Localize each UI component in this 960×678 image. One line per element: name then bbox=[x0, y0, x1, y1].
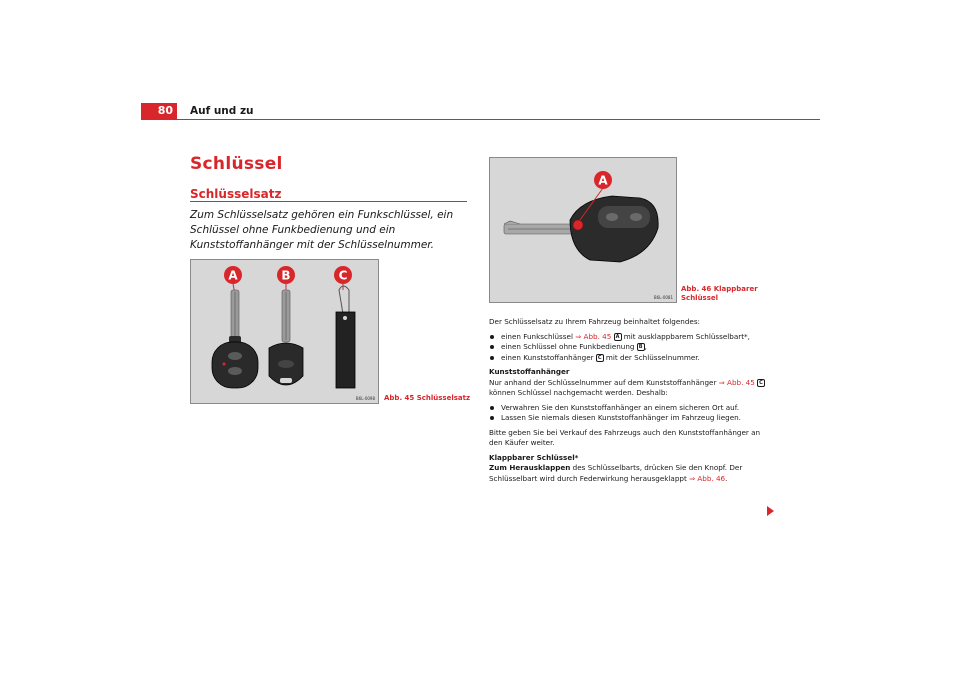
callout-a-label: A bbox=[228, 268, 238, 283]
figure-reference-link[interactable]: ⇒ Abb. 45 bbox=[575, 331, 612, 341]
tag-heading: Kunststoffanhänger bbox=[489, 367, 570, 376]
folding-key-heading: Klappbarer Schlüssel* bbox=[489, 452, 579, 462]
folding-key-paragraph: Zum Herausklappen des Schlüsselbarts, drücken Sie den Knopf. Der Schlüsselbart wird durch Federwirkung herausgeklappt ⇒ Abb. 46. bbox=[489, 463, 743, 483]
callout-badge-c: C bbox=[759, 379, 763, 386]
callout-c-label: C bbox=[338, 268, 348, 283]
section-title: Auf und zu bbox=[190, 105, 254, 117]
body-text bbox=[489, 317, 771, 484]
figure-folding-key bbox=[489, 157, 677, 303]
list-item: Lassen Sie niemals diesen Kunststoffanhänger im Fahrzeug liegen. bbox=[489, 413, 771, 424]
list-item: einen Kunststoffanhänger C mit der Schlüsselnummer. bbox=[489, 353, 771, 364]
figure-reference-link[interactable]: ⇒ Abb. 45 bbox=[718, 377, 755, 387]
release-button-illustration bbox=[573, 220, 583, 230]
page-number: 80 bbox=[141, 103, 177, 119]
figure-code: B6L-0081 bbox=[653, 295, 673, 300]
figure-key-set bbox=[190, 259, 379, 404]
sale-note: Bitte geben Sie bei Verkauf des Fahrzeugs auch den Kunststoffanhänger an den Käufer weiter. bbox=[489, 427, 761, 447]
figure-46-caption-line2: Schlüssel bbox=[681, 294, 719, 302]
figure-code: B6L-0098 bbox=[355, 396, 375, 401]
subheading: Schlüsselsatz bbox=[190, 187, 282, 201]
figure-45-caption: Abb. 45 Schlüsselsatz bbox=[384, 394, 471, 402]
figure-46-caption bbox=[681, 285, 761, 303]
intro-text: Zum Schlüsselsatz gehören ein Funkschlüssel, ein Schlüssel ohne Funkbedienung und ein Kunststoffanhänger mit der Schlüsselnummer. bbox=[190, 209, 454, 251]
callout-badge-c: C bbox=[597, 354, 602, 361]
figure-reference-link[interactable]: ⇒ Abb. 46 bbox=[689, 473, 726, 483]
list-item: einen Funkschlüssel ⇒ Abb. 45 A mit ausklappbarem Schlüsselbart*, bbox=[489, 332, 771, 343]
figure-46-caption-line1: Abb. 46 Klappbarer bbox=[681, 285, 758, 293]
key-set-illustration bbox=[191, 260, 378, 403]
arrow-right-icon[interactable] bbox=[767, 506, 774, 516]
list-item: Verwahren Sie den Kunststoffanhänger an einem sicheren Ort auf. bbox=[489, 403, 771, 414]
tag-paragraph: Nur anhand der Schlüsselnummer auf dem Kunststoffanhänger ⇒ Abb. 45 C können Schlüssel nachgemacht werden. Deshalb: bbox=[489, 377, 763, 397]
callout-b-label: B bbox=[281, 268, 291, 283]
body-intro: Der Schlüsselsatz zu Ihrem Fahrzeug beinhaltet folgendes: bbox=[489, 317, 700, 326]
subheading-divider bbox=[190, 201, 467, 202]
callout-a-label: A bbox=[598, 173, 608, 188]
key-set-list bbox=[489, 332, 771, 364]
tag-list bbox=[489, 403, 771, 424]
page-heading: Schlüssel bbox=[190, 154, 283, 174]
callout-badge-b: B bbox=[638, 344, 643, 350]
header-divider bbox=[141, 119, 820, 120]
folding-key-illustration bbox=[490, 158, 676, 302]
callout-badge-a: A bbox=[615, 333, 620, 340]
list-item: einen Schlüssel ohne Funkbedienung B , bbox=[489, 342, 771, 353]
